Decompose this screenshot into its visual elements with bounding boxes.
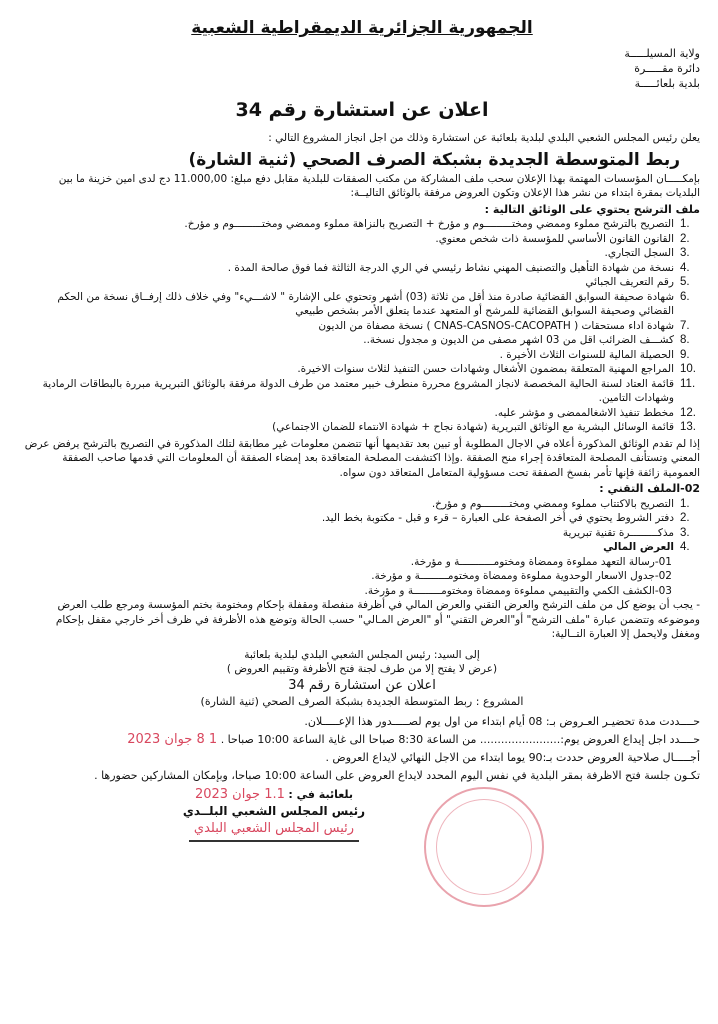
item-text: قائمة الوسائل البشرية مع الوثائق التبريرية (شهادة نجاح + شهادة الانتماء للضمان الاجتماعي) — [272, 421, 674, 433]
withdrawal-paragraph: بإمكـــــان المؤسسات المهتمة بهذا الإعلان سحب ملف المشاركة من مكتب الصفقات للبلدية مقابل دفع مبلغ: 11.000,00 دج لدى امين خزينة ما بين البلديات بمقرة ابتداء من نشر هذا الإعلان وتكون العروض مرفقة بالوثائق التاليــة: — [58, 172, 700, 199]
official-seal-icon — [424, 787, 544, 907]
technical-file — [24, 482, 700, 598]
signature-date-stamp: 1.1 جوان 2023 — [194, 787, 285, 802]
item-number: 2. — [680, 232, 690, 245]
item-text: السجل التجاري. — [604, 247, 674, 259]
item-number: 5. — [680, 276, 690, 288]
list-item — [24, 217, 700, 232]
list-item — [24, 540, 700, 555]
financial-offer-item: 02-جدول الاسعار الوحدوية مملوءة وممضاة ومختومـــــــــة و مؤرخة. — [371, 570, 672, 582]
deposit-date-stamp: 1 8 جوان 2023 — [127, 732, 218, 747]
item-number: 8. — [680, 334, 690, 346]
item-text: مخطط تنفيذ الاشغالممضى و مؤشر عليه. — [494, 406, 674, 419]
list-item — [24, 497, 700, 512]
item-text: الحصيلة المالية للسنوات الثلاث الأخيرة . — [499, 348, 674, 361]
item-number: 2. — [680, 512, 690, 524]
envelope-label — [24, 648, 700, 710]
financial-offer-list — [24, 555, 700, 599]
list-item — [24, 420, 700, 435]
item-text: العرض المالي — [603, 541, 674, 553]
envelope-project: المشروع : ربط المتوسطة الجديدة بشبكة الصرف الصحي (ثنية الشارة) — [200, 694, 524, 708]
item-number: 11. — [680, 377, 696, 390]
project-title: ربط المتوسطة الجديدة بشبكة الصرف الصحي (ثنية الشارة) — [188, 149, 680, 170]
envelope-recipient: إلى السيد: رئيس المجلس الشعبي البلدي لبلدية بلعائبة — [244, 648, 480, 661]
item-text: كشـــف الضرائب اقل من 03 اشهر مصفى من الديون و مجدول نسخة.. — [363, 334, 674, 346]
item-number: 4. — [680, 541, 690, 553]
signatory-title: رئيس المجلس الشعبي البلــدي — [182, 804, 366, 818]
item-number: 10. — [680, 363, 696, 375]
item-text: رقم التعريف الجبائي — [585, 276, 674, 288]
item-text: مذكـــــــــرة تقنية تبريرية — [562, 526, 674, 539]
item-number: 3. — [680, 526, 690, 539]
technical-heading: 02-الملف التقني : — [599, 482, 700, 495]
item-number: 1. — [680, 497, 690, 510]
item-text: شهادة صحيفة السوابق القضائية صادرة منذ أقل من ثلاثة (03) أشهر وتحتوي على الإشارة " لاشـــيء" وفي خلاف ذلك إرفــاق نسخة من الحكم القضائي وصحيفة السوابق القضائية للمرشح أو المتعهد عندما يتعلق الأمر بشخص طبيعي — [57, 290, 674, 317]
deposit-deadline: حــــدد اجل إيداع العروض يوم:....................... من الساعة 8:30 صباحا الى غاية الساعة 10:00 صباحا . — [220, 733, 700, 746]
envelope-note: (عرض لا يفتح إلا من طرف لجنة فتح الأظرفة وتقييم العروض ) — [226, 663, 498, 675]
candidacy-list — [24, 217, 700, 435]
daira: دائرة مقـــــرة — [634, 62, 700, 75]
envelope-instructions: - يجب أن يوضع كل من ملف الترشح والعرض التقني والعرض المالي في أظرفة منفصلة ومقفلة بإحكام ومختومة بختم المؤسسة ومرجع طلب العرض وموضوعه وتتضمن عبارة "ملف الترشح" أو"العرض التقني" أو "العرض المـالي" حسب الحالة وتوضع هذه الأظرفة في ظرف أخر خارجي مقفل بإحكام ومغفل ولايحمل إلا العبارة التــالية: — [55, 599, 700, 640]
item-number: 4. — [680, 261, 690, 274]
item-number: 9. — [680, 348, 690, 361]
commune: بلدية بلعائـــــة — [634, 77, 700, 90]
signature-place: بلعائبة في : — [288, 788, 354, 801]
list-item — [24, 232, 700, 247]
financial-offer-item: 03-الكشف الكمي والتقييمي مملوءة وممضاة ومختومـــــــــة و مؤرخة. — [364, 584, 672, 597]
list-item — [24, 348, 700, 363]
item-text: دفتر الشروط يحتوي في أخر الصفحة على العبارة – قرء و قبل - مكتوبة بخط اليد. — [321, 512, 674, 524]
signature-stroke — [189, 840, 359, 842]
item-number: 13. — [680, 421, 696, 433]
opening-session: تكـون جلسة فتح الاظرفة بمقر البلدية في نفس اليوم المحدد لايداع العروض على الساعة 10:00 صباحا، وبإمكان المشاركين حضورها . — [94, 769, 700, 782]
list-item — [24, 290, 700, 319]
list-item — [24, 319, 700, 334]
candidacy-file — [24, 203, 700, 435]
item-number: 12. — [680, 406, 696, 419]
item-number: 7. — [680, 319, 690, 332]
list-item — [24, 275, 700, 290]
offer-validity: أجـــــال صلاحية العروض حددت بـ:90 يوما ابتداء من الاجل النهائي لايداع العروض . — [325, 751, 700, 764]
envelope-title: اعلان عن استشارة رقم 34 — [288, 677, 436, 693]
preparation-period: حــــددت مدة تحضيـر العـروض بـ: 08 أيام ابتداء من اول يوم لصـــــدور هذا الإعـــــلان. — [304, 715, 700, 728]
item-number: 1. — [680, 218, 690, 230]
wilaya: ولاية المسيلـــــة — [624, 47, 700, 60]
item-number: 6. — [680, 290, 690, 303]
item-number: 3. — [680, 247, 690, 259]
rejection-paragraph: إذا لم تقدم الوثائق المذكورة أعلاه في الاجال المطلوبة أو تبين بعد تقديمها أنها تتضمن معلومات غير مطابقة لتلك المذكورة في التصريح بالترشح يرفض عرض المعني وتستأنف المصلحة المتعاقدة إجراء منح الصفقة .وإذا اكتشفت المصلحة المتعاقدة بعد إمضاء الصفقة أن المعلومات التي قدمها صاحب الصفقة العمومية زائفة فإنها تأمر بفسخ الصفقة تحت مسؤولية المتعامل المتعاقد دون سواه. — [24, 437, 700, 479]
list-item — [24, 246, 700, 261]
list-item — [24, 333, 700, 348]
item-text: نسخة من شهادة التأهيل والتصنيف المهني نشاط رئيسي في الري الدرجة الثالثة فما فوق صالحة المدة . — [227, 261, 674, 274]
list-item — [24, 526, 700, 541]
announcement-title: اعلان عن استشارة رقم 34 — [235, 99, 489, 121]
list-item — [24, 511, 700, 526]
item-text: قائمة العتاد لسنة الحالية المخصصة لانجاز المشروع محررة منطرف خبير معتمد من طرف الدولة مرفقة بالوثائق التبريرية مبررة بالبطاقات الرمادية وشهادات التامين. — [42, 377, 674, 404]
financial-offer-item: 01-رسالة التعهد مملوءة وممضاة ومختومـــــــــــة و مؤرخة. — [410, 555, 672, 568]
candidacy-heading: ملف الترشح يحتوي على الوثائق التالية : — [484, 202, 700, 216]
list-item — [24, 261, 700, 276]
signature-area — [24, 787, 700, 907]
signature-stamp-title: رئيس المجلس الشعبي البلدي — [193, 821, 355, 836]
deadlines — [24, 713, 700, 785]
administration-block — [24, 46, 700, 91]
deposit-line — [24, 731, 700, 749]
item-text: شهادة اداء مستحقات ( CNAS-CASNOS-CACOPATH ) نسخة مصفاة من الديون — [318, 319, 674, 332]
republic-header: الجمهورية الجزائرية الديمقراطية الشعبية — [191, 18, 533, 38]
technical-list — [24, 497, 700, 555]
item-text: القانون القانون الأساسي للمؤسسة ذات شخص معنوي. — [435, 232, 674, 245]
intro-text: يعلن رئيس المجلس الشعبي البلدي لبلدية بلعائبة عن استشارة وذلك من اجل انجاز المشروع التالي : — [268, 132, 700, 144]
list-item — [24, 377, 700, 406]
list-item — [24, 362, 700, 377]
item-text: التصريح بالترشح مملوء وممضي ومختـــــــــوم و مؤرخ + التصريح بالنزاهة مملوء وممضي ومختـــــــــوم و مؤرخ. — [184, 218, 674, 230]
list-item — [24, 406, 700, 421]
item-text: المراجع المهنية المتعلقة بمضمون الأشغال وشهادات حسن التنفيذ لثلاث سنوات الاخيرة. — [297, 363, 674, 375]
signature-block — [124, 787, 424, 842]
item-text: التصريح بالاكتتاب مملوء وممضي ومختـــــــــوم و مؤرخ. — [431, 497, 674, 510]
